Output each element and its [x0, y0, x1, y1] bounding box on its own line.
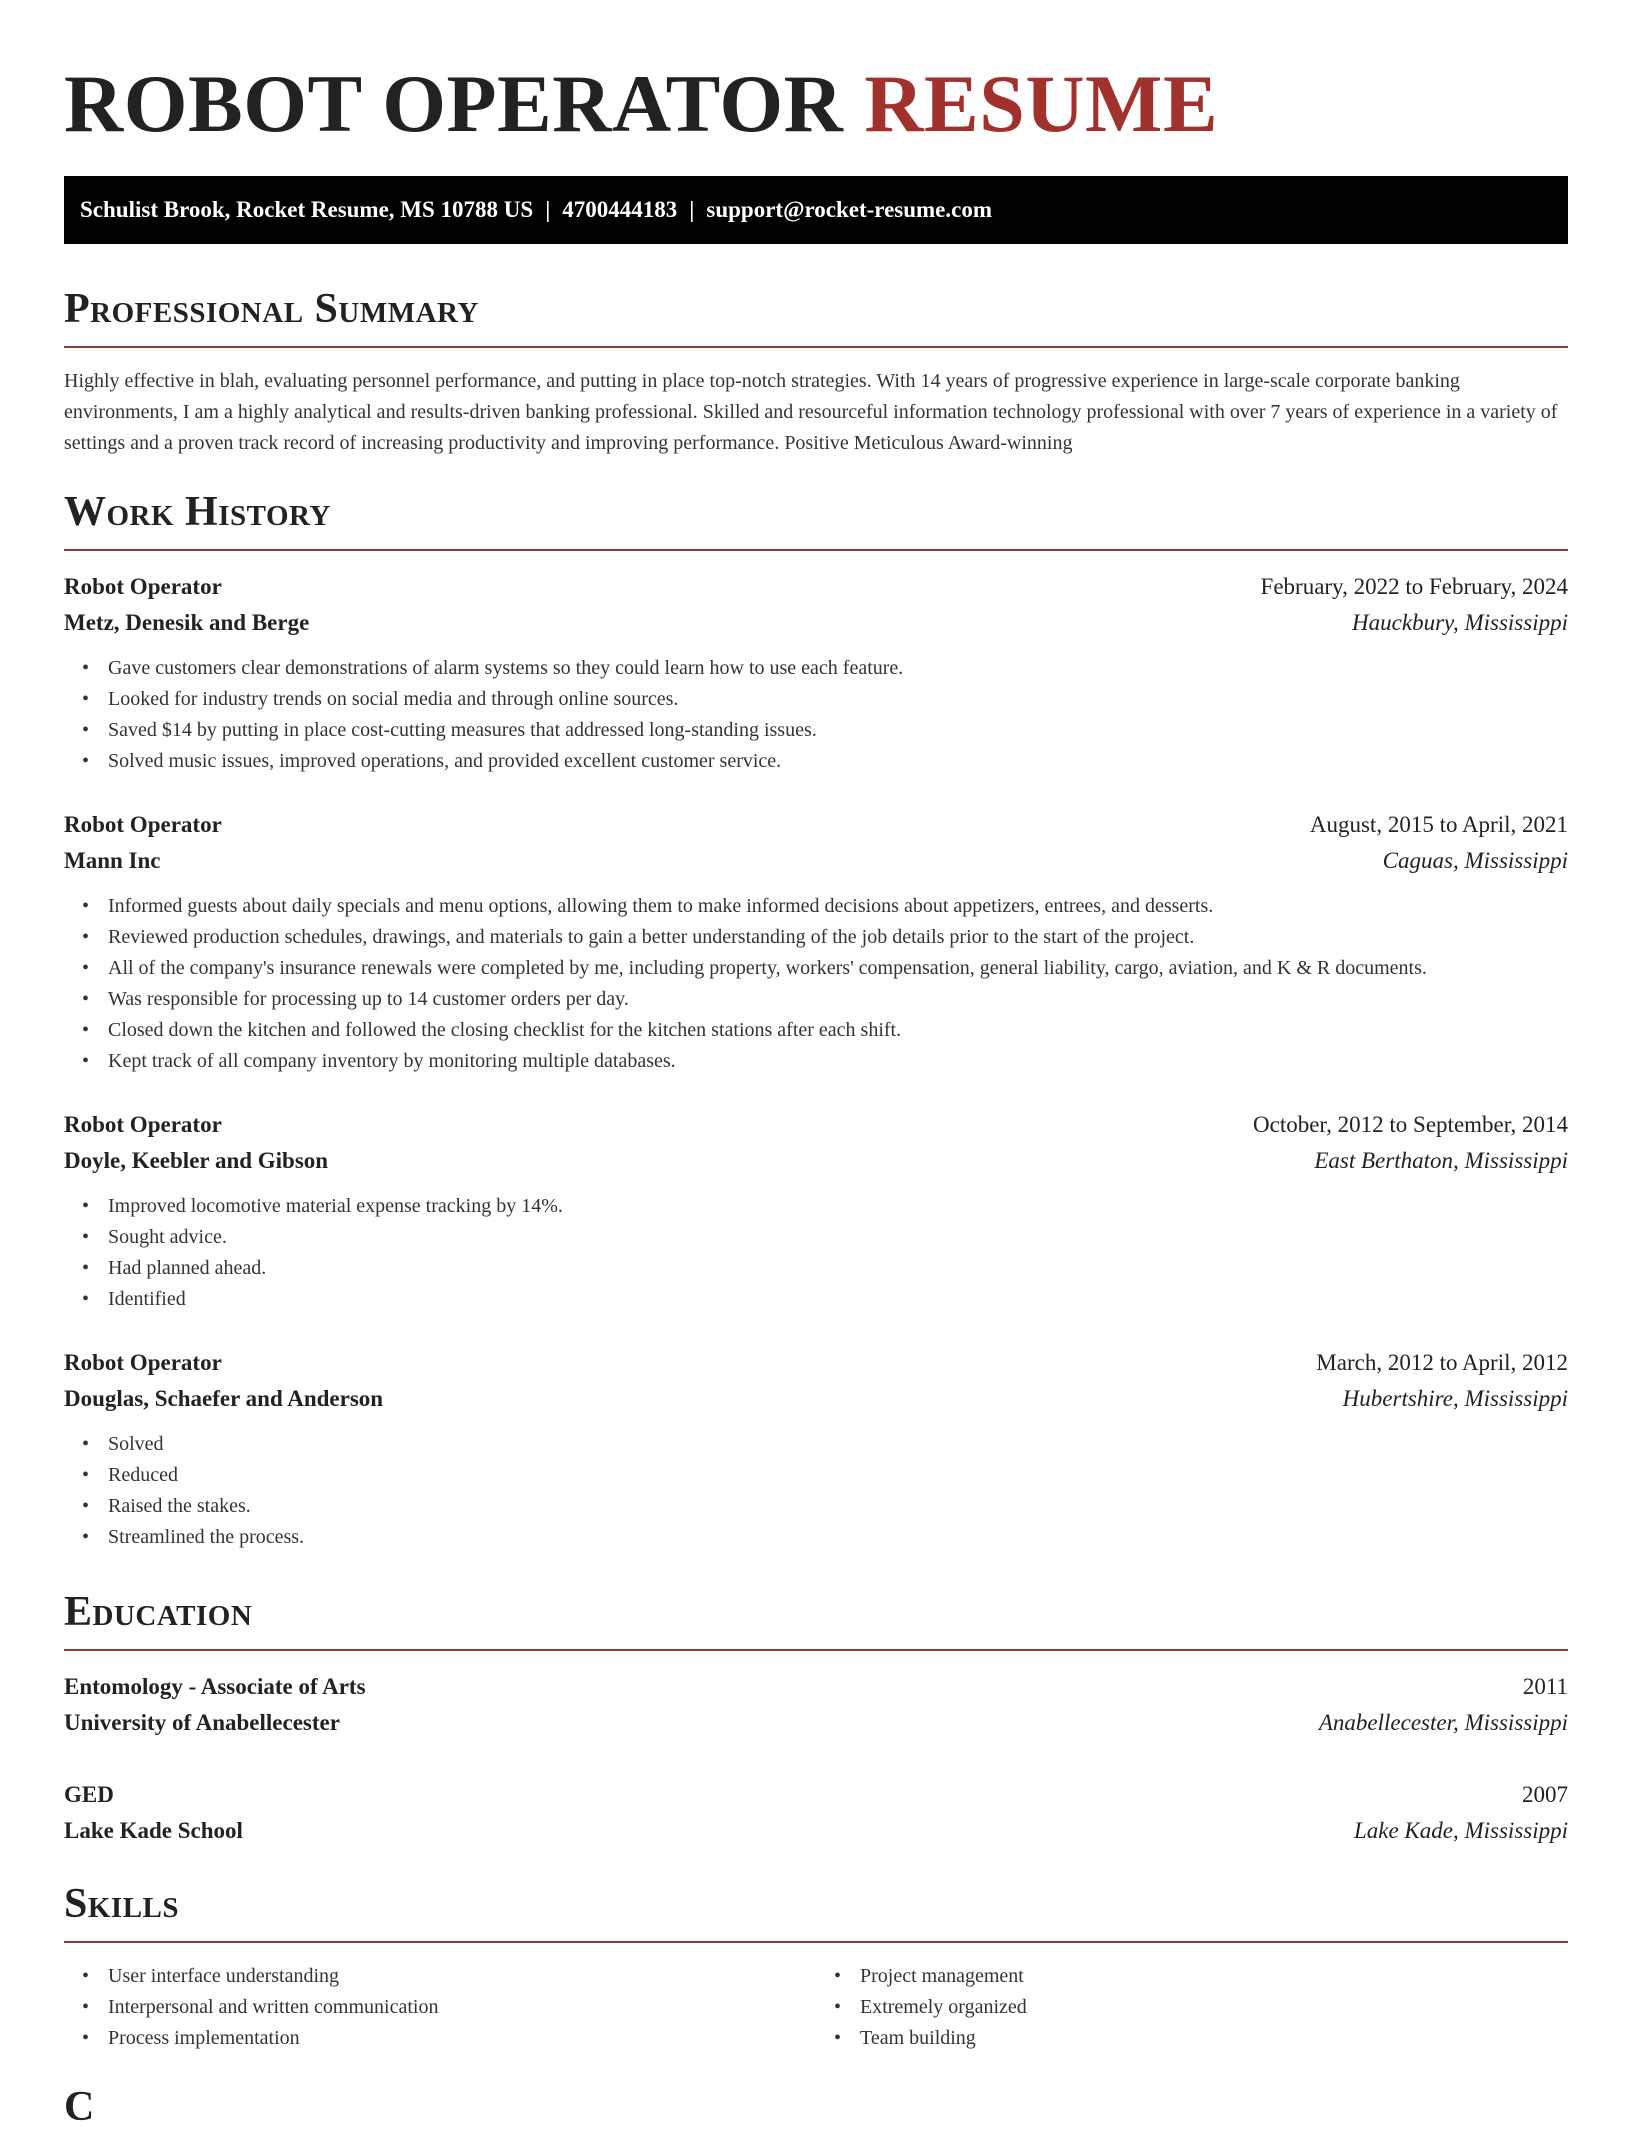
job-entry [64, 1345, 1568, 1553]
job-location: East Berthaton, Mississippi [1314, 1148, 1568, 1173]
job-title: Robot Operator [64, 1112, 222, 1137]
job-dates: February, 2022 to February, 2024 [1260, 574, 1568, 599]
job-entry [64, 569, 1568, 777]
skills-section [64, 1879, 1568, 2054]
section-heading-summary: Professional Summary [64, 284, 1568, 348]
education-entry [64, 1669, 1568, 1741]
job-location: Caguas, Mississippi [1382, 848, 1568, 873]
education-school-row [64, 1705, 1568, 1741]
job-bullet: • Solved [108, 1429, 1568, 1460]
job-company-row [64, 1143, 1568, 1179]
job-bullet: • Identified [108, 1284, 1568, 1315]
job-bullet: • Raised the stakes. [108, 1491, 1568, 1522]
skill-item: • User interface understanding [108, 1961, 816, 1992]
job-title: Robot Operator [64, 1350, 222, 1375]
job-bullet: • All of the company's insurance renewals were completed by me, including property, workers' compensation, general liability, cargo, aviation, and K & R documents. [108, 953, 1568, 984]
job-bullet: • Solved music issues, improved operations, and provided excellent customer service. [108, 746, 1568, 777]
resume-page [64, 0, 1568, 2130]
job-bullet: • Looked for industry trends on social media and through online sources. [108, 684, 1568, 715]
job-bullets [64, 653, 1568, 777]
job-dates: March, 2012 to April, 2012 [1316, 1350, 1568, 1375]
section-heading-cut-off: C [64, 2084, 95, 2130]
job-location: Hauckbury, Mississippi [1352, 610, 1568, 635]
skill-item: • Interpersonal and written communication [108, 1992, 816, 2023]
skill-item: • Process implementation [108, 2023, 816, 2054]
skills-columns [64, 1961, 1568, 2054]
job-company-row [64, 605, 1568, 641]
skill-item: • Extremely organized [860, 1992, 1568, 2023]
contact-email: support@rocket-resume.com [706, 197, 993, 222]
contact-separator: | [545, 197, 551, 222]
contact-address: Schulist Brook, Rocket Resume, MS 10788 US [80, 197, 534, 222]
job-entry [64, 1107, 1568, 1315]
job-header-row [64, 569, 1568, 605]
job-company: Metz, Denesik and Berge [64, 610, 310, 635]
job-header-row [64, 807, 1568, 843]
job-header-row [64, 1107, 1568, 1143]
job-header-row [64, 1345, 1568, 1381]
job-bullet: • Improved locomotive material expense tracking by 14%. [108, 1191, 1568, 1222]
education-school: Lake Kade School [64, 1818, 243, 1843]
education-section [64, 1587, 1568, 1849]
job-company: Douglas, Schaefer and Anderson [64, 1386, 384, 1411]
contact-phone: 4700444183 [562, 197, 678, 222]
resume-title [64, 0, 1568, 154]
job-bullet: • Kept track of all company inventory by monitoring multiple databases. [108, 1046, 1568, 1077]
summary-text: Highly effective in blah, evaluating personnel performance, and putting in place top-notch strategies. With 14 years of progressive experience in large-scale corporate banking environments, I am a highly analytical and results-driven banking professional. Skilled and resourceful information technology professional with over 7 years of experience in a variety of settings and a proven track record of increasing productivity and improving performance. Positive Meticulous Award-winning [64, 370, 1558, 454]
education-school-row [64, 1813, 1568, 1849]
section-heading-education: Education [64, 1587, 1568, 1651]
job-bullet: • Informed guests about daily specials and menu options, allowing them to make informed decisions about appetizers, entrees, and desserts. [108, 891, 1568, 922]
job-bullets [64, 891, 1568, 1077]
job-company: Doyle, Keebler and Gibson [64, 1148, 329, 1173]
education-degree: GED [64, 1782, 114, 1807]
section-heading-work: Work History [64, 487, 1568, 551]
job-bullet: • Was responsible for processing up to 14 customer orders per day. [108, 984, 1568, 1015]
job-bullet: • Closed down the kitchen and followed the closing checklist for the kitchen stations after each shift. [108, 1015, 1568, 1046]
skill-item: • Team building [860, 2023, 1568, 2054]
contact-separator: | [689, 197, 695, 222]
job-company-row [64, 843, 1568, 879]
job-title: Robot Operator [64, 574, 222, 599]
job-entry [64, 807, 1568, 1077]
job-bullet: • Sought advice. [108, 1222, 1568, 1253]
skills-list-right [816, 1961, 1568, 2054]
summary-section [64, 284, 1568, 459]
job-bullet: • Gave customers clear demonstrations of alarm systems so they could learn how to use each feature. [108, 653, 1568, 684]
job-location: Hubertshire, Mississippi [1342, 1386, 1568, 1411]
title-accent: RESUME [864, 58, 1219, 149]
education-degree-row [64, 1777, 1568, 1813]
job-title: Robot Operator [64, 812, 222, 837]
job-bullets [64, 1191, 1568, 1315]
job-dates: October, 2012 to September, 2014 [1253, 1112, 1568, 1137]
skills-list-left [64, 1961, 816, 2054]
education-entry [64, 1777, 1568, 1849]
education-school: University of Anabellecester [64, 1710, 340, 1735]
job-bullet: • Had planned ahead. [108, 1253, 1568, 1284]
job-dates: August, 2015 to April, 2021 [1309, 812, 1568, 837]
job-company-row [64, 1381, 1568, 1417]
job-bullet: • Reduced [108, 1460, 1568, 1491]
job-bullet: • Streamlined the process. [108, 1522, 1568, 1553]
job-company: Mann Inc [64, 848, 161, 873]
education-location: Lake Kade, Mississippi [1353, 1818, 1568, 1843]
education-degree: Entomology - Associate of Arts [64, 1674, 366, 1699]
work-history-section [64, 487, 1568, 1553]
contact-bar [64, 176, 1568, 244]
job-bullet: • Saved $14 by putting in place cost-cutting measures that addressed long-standing issues. [108, 715, 1568, 746]
skill-item: • Project management [860, 1961, 1568, 1992]
education-degree-row [64, 1669, 1568, 1705]
education-location: Anabellecester, Mississippi [1318, 1710, 1568, 1735]
section-heading-skills: Skills [64, 1879, 1568, 1943]
job-bullet: • Reviewed production schedules, drawings, and materials to gain a better understanding of the job details prior to the start of the project. [108, 922, 1568, 953]
title-main: ROBOT OPERATOR [64, 58, 844, 149]
job-bullets [64, 1429, 1568, 1553]
education-year: 2007 [1522, 1782, 1568, 1807]
education-year: 2011 [1522, 1674, 1568, 1699]
